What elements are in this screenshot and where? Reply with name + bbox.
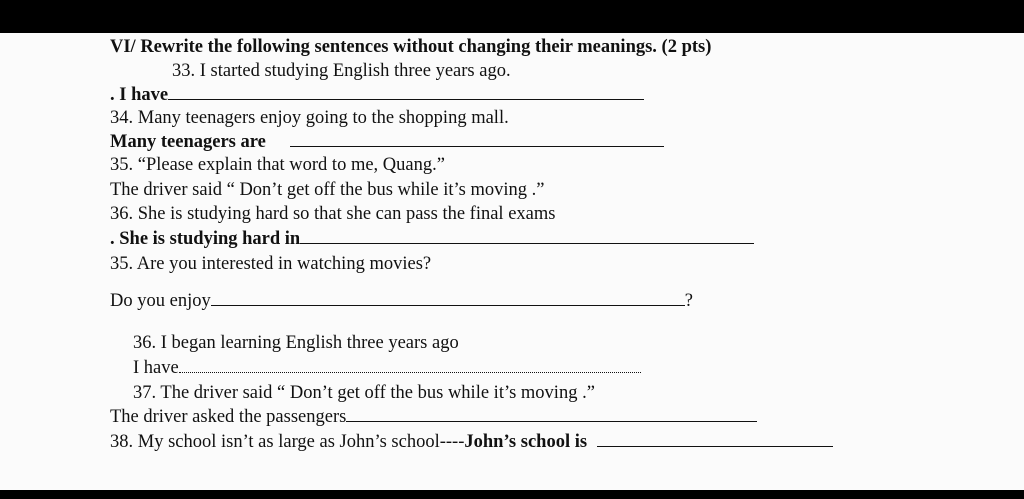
exercise-heading: VI/ Rewrite the following sentences without changing their meanings. (2 pts) <box>110 37 712 57</box>
question-35a: 35. “Please explain that word to me, Quang.” <box>110 155 445 175</box>
question-36a: 36. She is studying hard so that she can pass the final exams <box>110 204 556 224</box>
answer-34-blank[interactable] <box>290 132 664 147</box>
question-38: 38. My school isn’t as large as John’s school---- <box>110 432 465 452</box>
answer-36a-line <box>110 228 754 250</box>
question-35a-prompt: The driver said “ Don’t get off the bus while it’s moving .” <box>110 180 545 200</box>
question-38-line <box>110 431 833 453</box>
answer-35b-line <box>110 290 693 312</box>
answer-34-prompt: Many teenagers are <box>110 132 266 152</box>
answer-37-blank[interactable] <box>346 407 757 422</box>
question-37: 37. The driver said “ Don’t get off the bus while it’s moving .” <box>133 383 595 403</box>
answer-33-line <box>110 84 644 106</box>
answer-36b-prompt: I have <box>133 358 179 378</box>
answer-36b-line <box>133 357 641 379</box>
answer-33-prompt: . I have <box>110 85 169 105</box>
answer-36a-prompt: . She is studying hard in <box>110 229 301 249</box>
answer-36a-blank[interactable] <box>300 229 754 244</box>
answer-35b-blank[interactable] <box>211 291 685 306</box>
question-34: 34. Many teenagers enjoy going to the shopping mall. <box>110 108 509 128</box>
bottom-black-bar <box>0 490 1024 499</box>
answer-38-blank[interactable] <box>597 432 833 447</box>
question-36b: 36. I began learning English three years ago <box>133 333 459 353</box>
answer-35b-prompt: Do you enjoy <box>110 291 211 311</box>
answer-38-prompt: John’s school is <box>464 432 588 452</box>
answer-33-blank[interactable] <box>168 85 644 100</box>
question-33: 33. I started studying English three years ago. <box>172 61 511 81</box>
answer-35b-question-mark: ? <box>684 291 693 311</box>
answer-36b-dotted-blank[interactable] <box>179 358 641 373</box>
answer-34-line <box>110 131 664 153</box>
answer-37-line <box>110 406 757 428</box>
worksheet-page <box>0 33 1024 490</box>
question-35b: 35. Are you interested in watching movies? <box>110 254 432 274</box>
top-black-bar <box>0 0 1024 33</box>
answer-37-prompt: The driver asked the passengers <box>110 407 347 427</box>
